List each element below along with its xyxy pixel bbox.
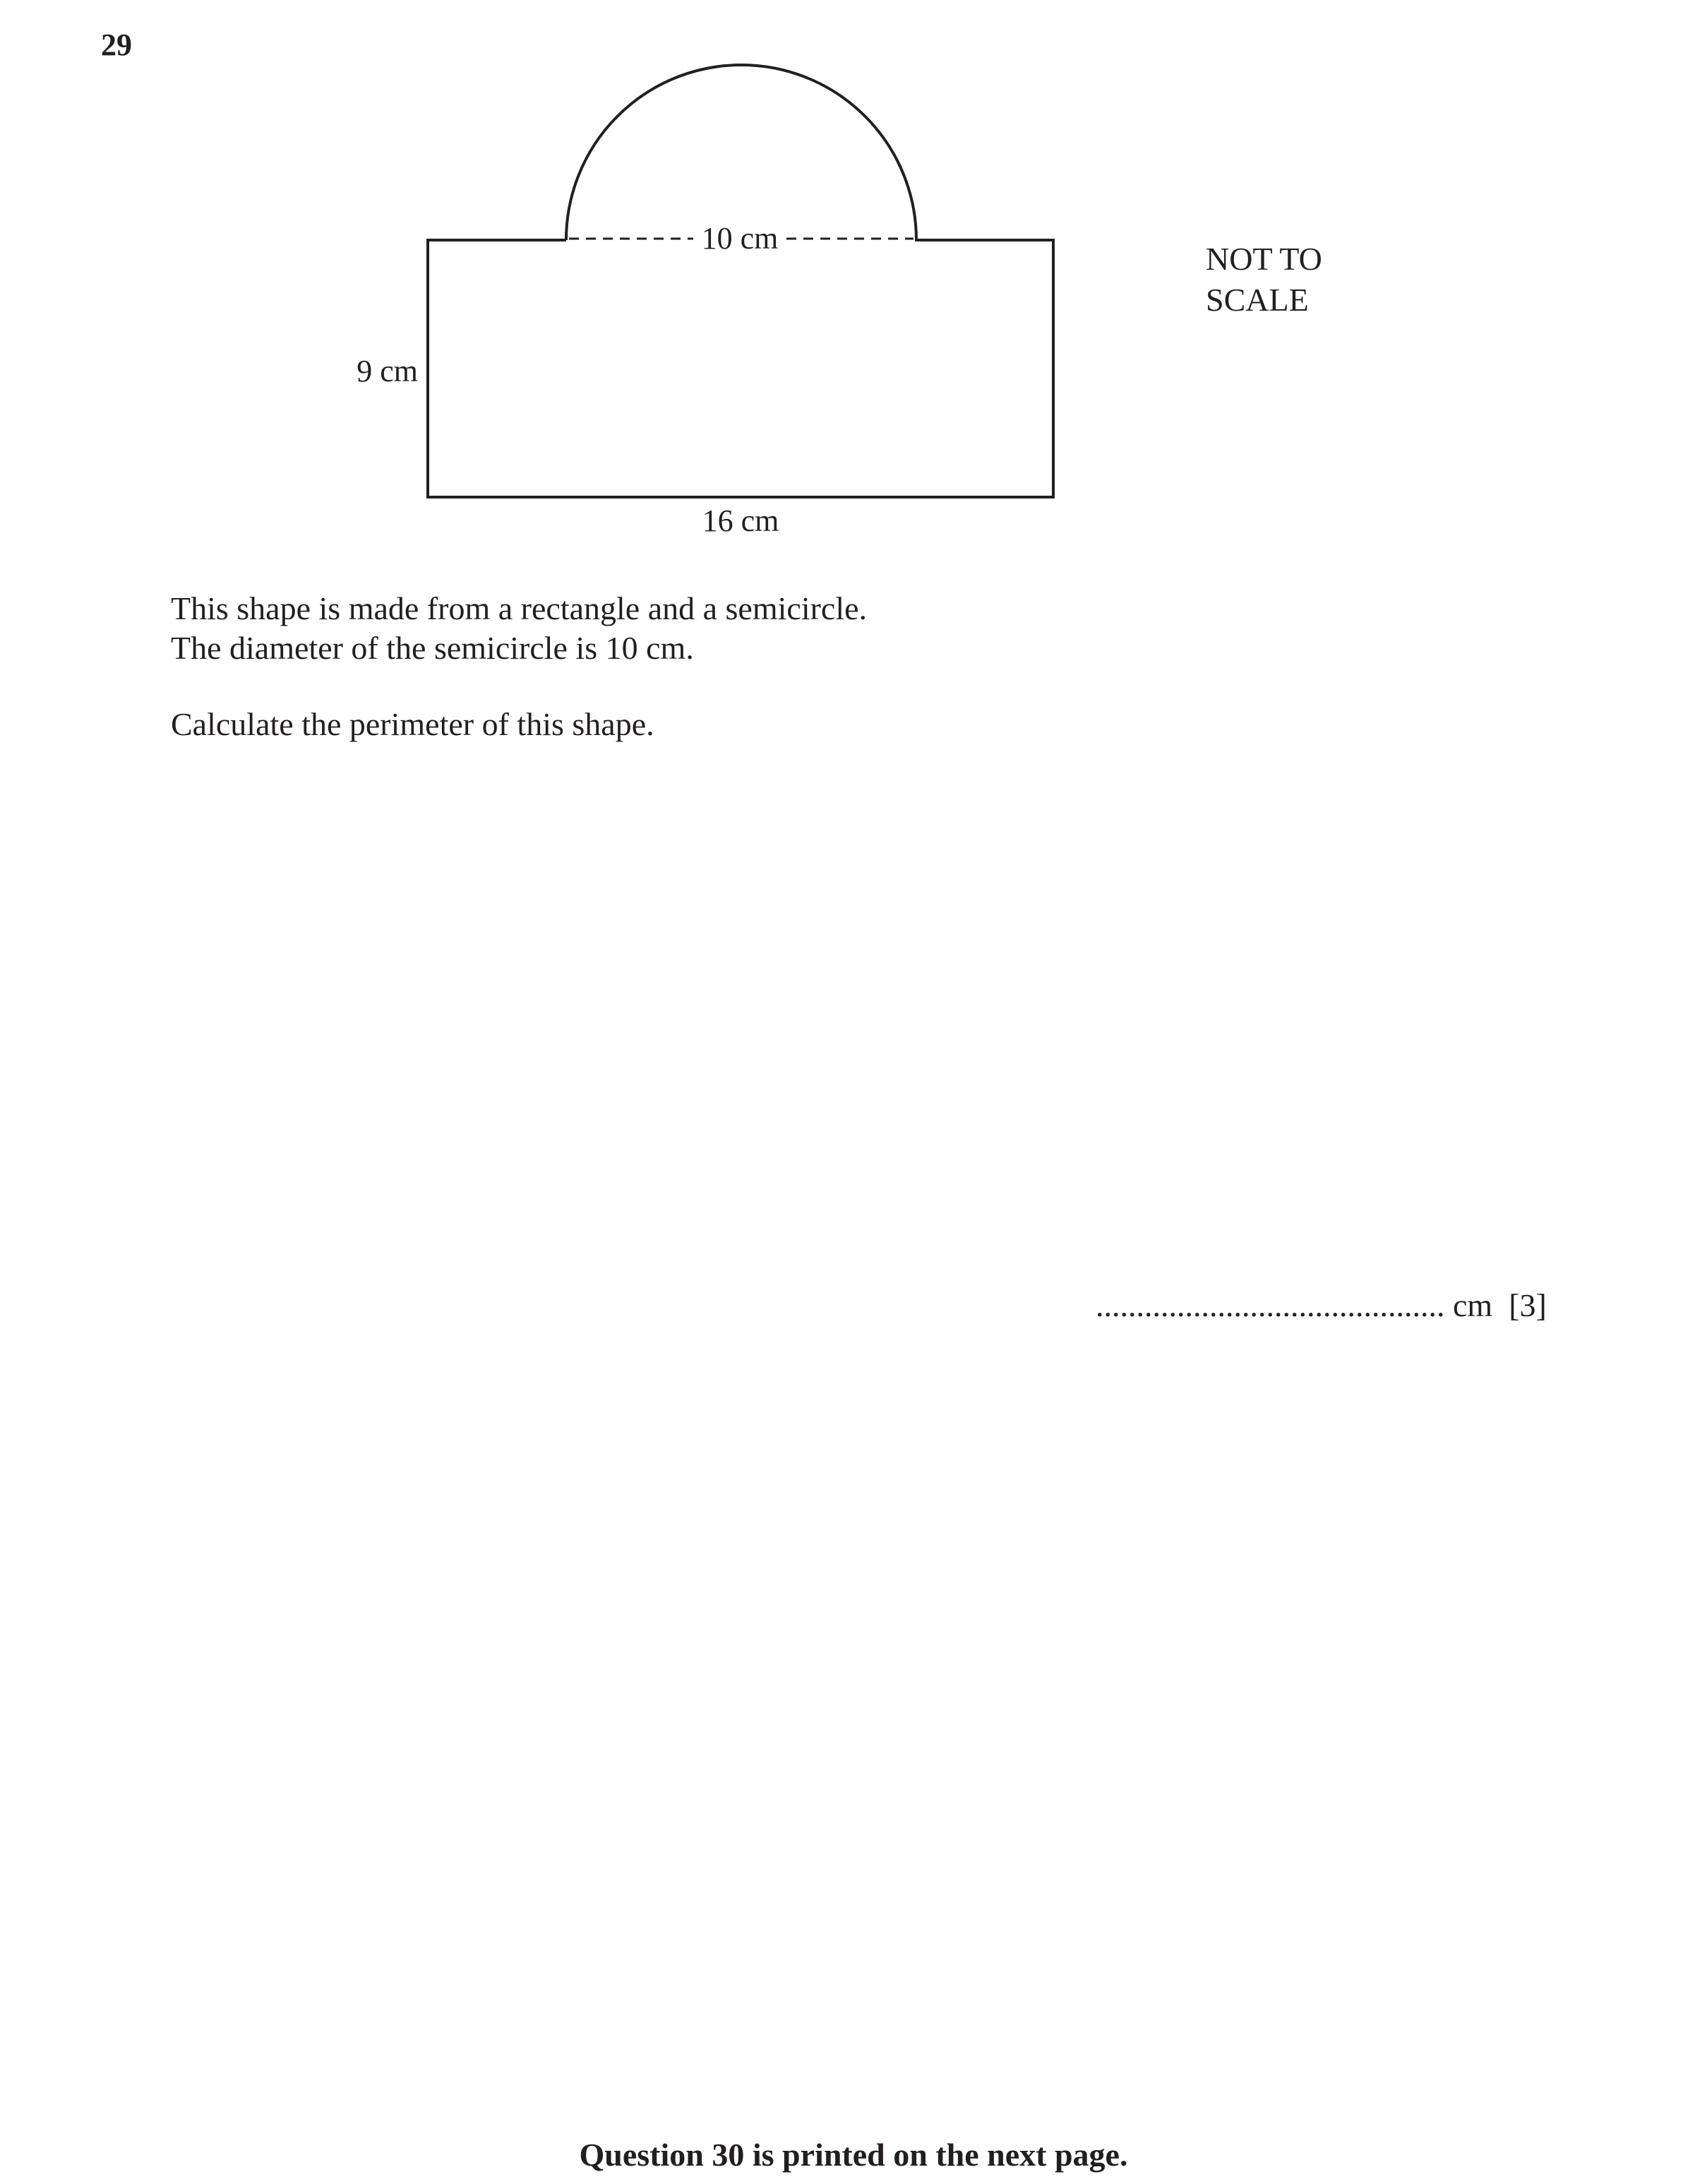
shape-diagram <box>0 0 1707 565</box>
question-text-line-2: The diameter of the semicircle is 10 cm. <box>171 630 694 666</box>
question-instruction: Calculate the perimeter of this shape. <box>171 706 654 742</box>
answer-dots[interactable]: ........................................... <box>1096 1287 1445 1323</box>
answer-line[interactable] <box>1096 1287 1547 1324</box>
answer-unit: cm <box>1453 1287 1493 1323</box>
question-text-line-1: This shape is made from a rectangle and a semicircle. <box>171 590 868 626</box>
shape-outline <box>428 65 1053 497</box>
not-to-scale-line-2: SCALE <box>1206 282 1309 318</box>
footer-note: Question 30 is printed on the next page. <box>579 2137 1128 2173</box>
question-number: 29 <box>101 28 132 62</box>
not-to-scale-line-1: NOT TO <box>1206 241 1322 277</box>
diameter-label: 10 cm <box>701 221 779 256</box>
height-label: 9 cm <box>357 354 418 388</box>
width-label: 16 cm <box>702 503 779 538</box>
answer-marks: [3] <box>1509 1287 1547 1323</box>
not-to-scale-note <box>1206 239 1322 321</box>
